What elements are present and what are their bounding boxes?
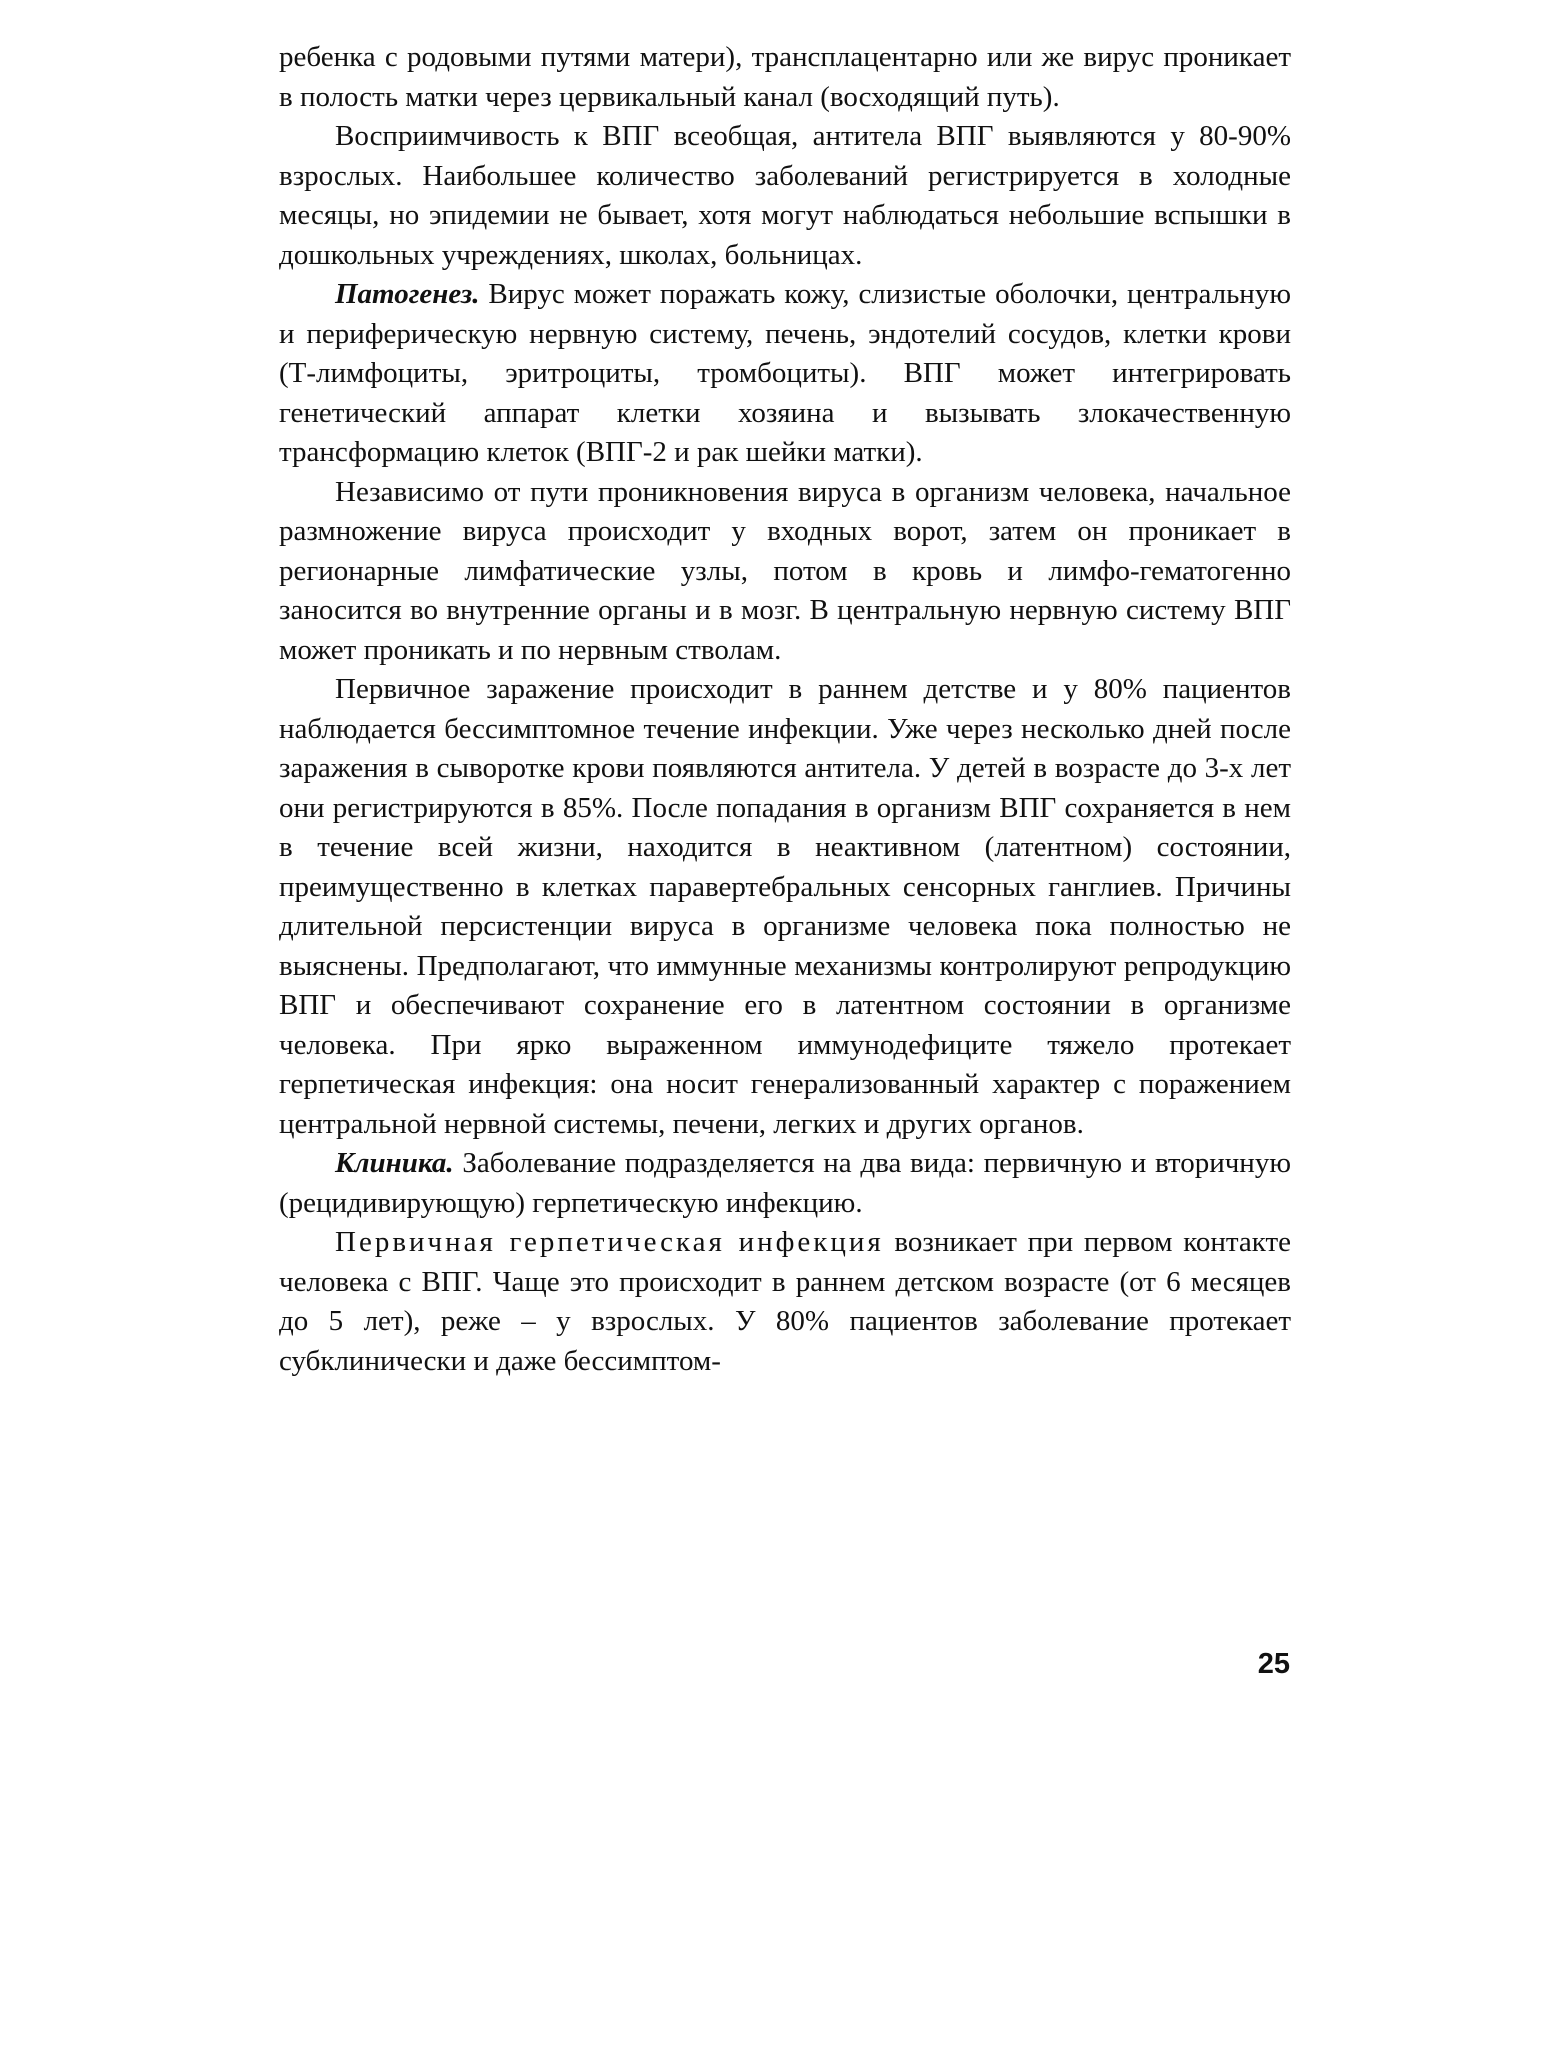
paragraph-1 [279, 38, 1291, 117]
paragraph-primary-infection [279, 1223, 1291, 1381]
primary-infection-text: возникает при первом контакте человека с ВПГ. Чаще это происходит в раннем детском возрасте (от 6 месяцев до 5 лет), реже – у взрослых. У 80% пациентов заболевание протекает субклинически и даже бессимптом- [279, 1226, 1291, 1377]
body-text [279, 38, 1291, 1381]
paragraph-5-text: Первичное заражение происходит в раннем детстве и у 80% пациентов наблюдается бессимптомное течение инфекции. Уже через несколько дней после заражения в сыворотке крови появляются антитела. У детей в возрасте до 3-х лет они регистрируются в 85%. После попадания в организм ВПГ сохраняется в нем в течение всей жизни, находится в неактивном (латентном) состоянии, преимущественно в клетках паравертебральных сенсорных ганглиев. Причины длительной персистенции вируса в организме человека пока полностью не выяснены. Предполагают, что иммунные механизмы контролируют репродукцию ВПГ и обеспечивают сохранение его в латентном состоянии в организме человека. При ярко выраженном иммунодефиците тяжело протекает герпетическая инфекция: она носит генерализованный характер с поражением центральной нервной системы, печени, легких и других органов. [279, 673, 1291, 1140]
primary-infection-term: Первичная герпетическая инфекция [335, 1226, 884, 1258]
pathogenesis-text: Вирус может поражать кожу, слизистые оболочки, центральную и периферическую нервную систему, печень, эндотелий сосудов, клетки крови (Т-лимфоциты, эритроциты, тромбоциты). ВПГ может интегрировать генетический аппарат клетки хозяина и вызывать злокачественную трансформацию клеток (ВПГ-2 и рак шейки матки). [279, 278, 1291, 468]
pathogenesis-heading: Патогенез. [335, 278, 480, 310]
page-number: 25 [1257, 1648, 1290, 1680]
clinic-text: Заболевание подразделяется на два вида: первичную и вторичную (рецидивирующую) герпетическую инфекцию. [279, 1147, 1291, 1219]
paragraph-2 [279, 117, 1291, 275]
paragraph-clinic [279, 1144, 1291, 1223]
paragraph-1-text: ребенка с родовыми путями матери), трансплацентарно или же вирус проникает в полость матки через цервикальный канал (восходящий путь). [279, 41, 1291, 113]
paragraph-4-text: Независимо от пути проникновения вируса в организм человека, начальное размножение вируса происходит у входных ворот, затем он проникает в регионарные лимфатические узлы, потом в кровь и лимфо-гематогенно заносится во внутренние органы и в мозг. В центральную нервную систему ВПГ может проникать и по нервным стволам. [279, 475, 1291, 666]
paragraph-pathogenesis [279, 275, 1291, 473]
clinic-heading: Клиника. [335, 1147, 454, 1179]
paragraph-2-text: Восприимчивость к ВПГ всеобщая, антитела ВПГ выявляются у 80-90% взрослых. Наибольшее количество заболеваний регистрируется в холодные месяцы, но эпидемии не бывает, хотя могут наблюдаться небольшие вспышки в дошкольных учреждениях, школах, больницах. [279, 120, 1291, 271]
paragraph-4 [279, 473, 1291, 671]
paragraph-5 [279, 670, 1291, 1144]
